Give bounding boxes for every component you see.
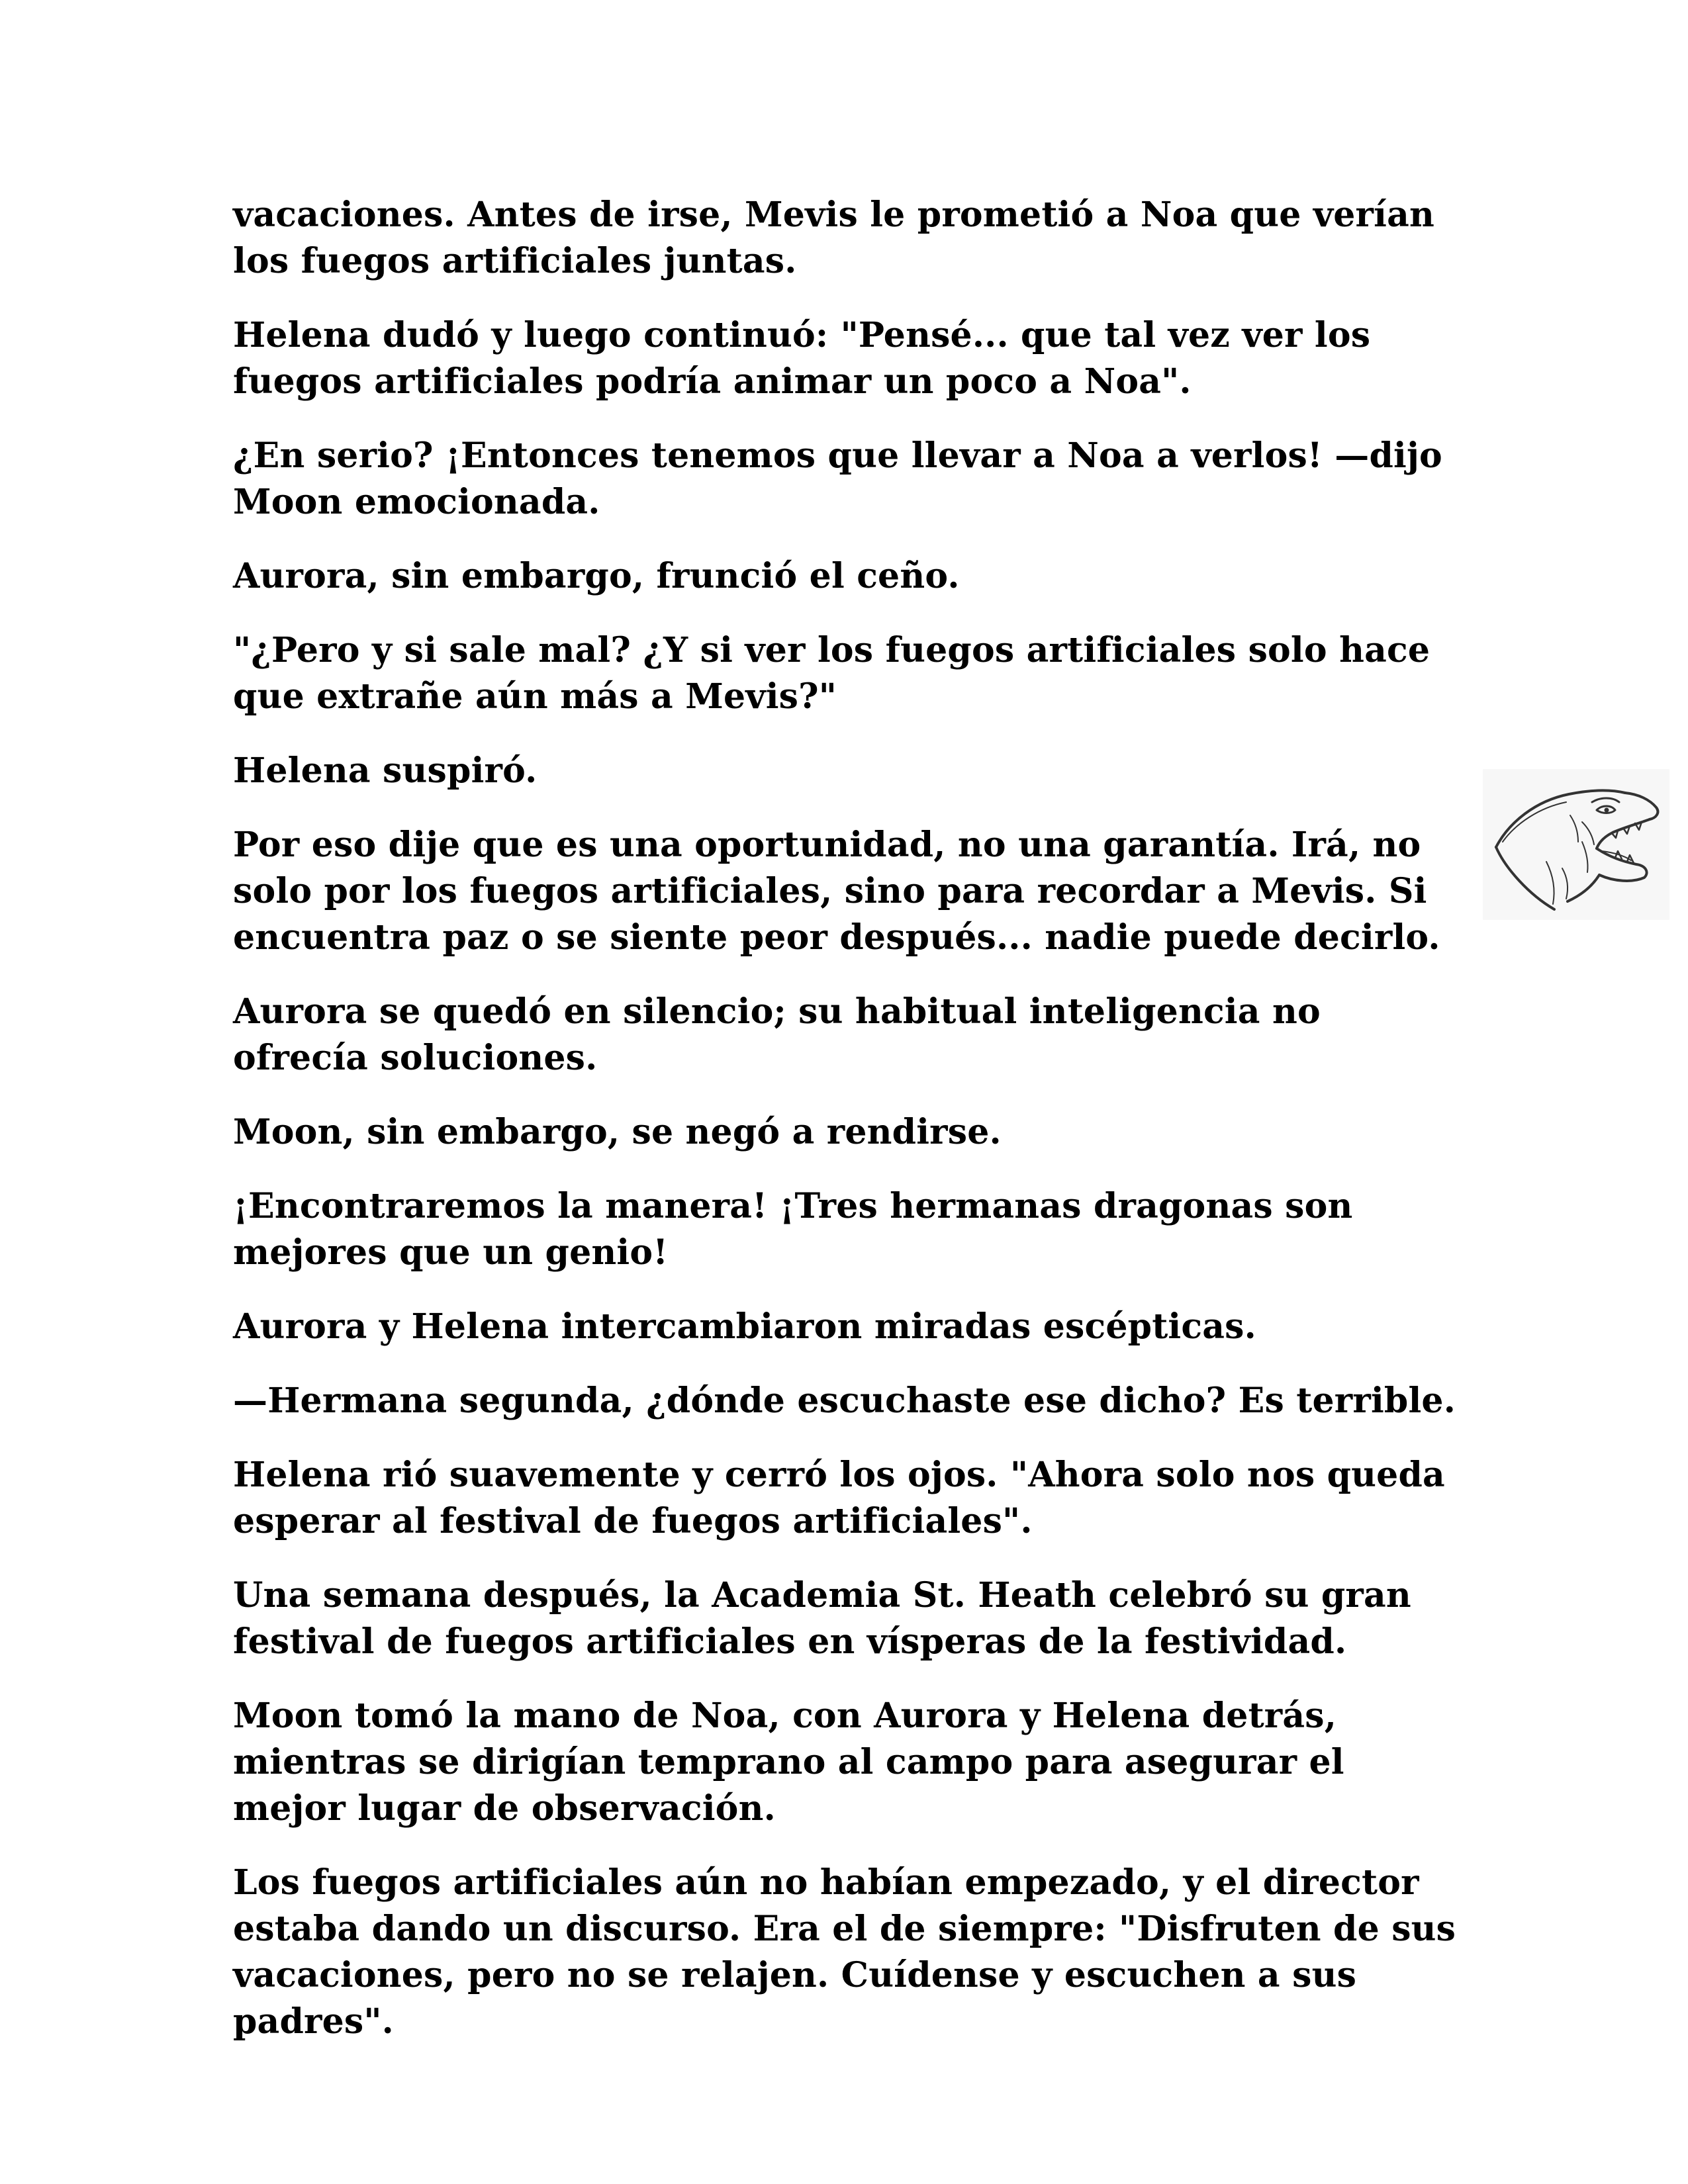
paragraph-11: Aurora y Helena intercambiaron miradas escépticas. [233,1306,1256,1347]
paragraph-10: ¡Encontraremos la manera! ¡Tres hermanas dragonas son mejores que un genio! [233,1186,1353,1273]
paragraph-16: Los fuegos artificiales aún no habían empezado, y el director estaba dando un discurso. Era el de siempre: "Disfruten de sus vacaciones, pero no se relajen. Cuídense y escuchen a sus padres". [233,1862,1456,2042]
paragraph-8: Aurora se quedó en silencio; su habitual inteligencia no ofrecía soluciones. [233,991,1321,1078]
paragraph-13: Helena rió suavemente y cerró los ojos. "Ahora solo nos queda esperar al festival de fuegos artificiales". [233,1455,1445,1541]
paragraph-2: Helena dudó y luego continuó: "Pensé... que tal vez ver los fuegos artificiales podría animar un poco a Noa". [233,315,1371,402]
paragraph-15: Moon tomó la mano de Noa, con Aurora y Helena detrás, mientras se dirigían temprano al campo para asegurar el mejor lugar de observación. [233,1696,1344,1829]
paragraph-1: vacaciones. Antes de irse, Mevis le prometió a Noa que verían los fuegos artificiales juntas. [233,195,1434,281]
paragraph-12: —Hermana segunda, ¿dónde escuchaste ese dicho? Es terrible. [233,1381,1456,1421]
paragraph-6: Helena suspiró. [233,751,538,791]
paragraph-7: Por eso dije que es una oportunidad, no una garantía. Irá, no solo por los fuegos artificiales, sino para recordar a Mevis. Si encuentra paz o se siente peor después... nadie puede decirlo. [233,825,1440,958]
paragraph-4: Aurora, sin embargo, frunció el ceño. [233,556,960,596]
paragraph-5: "¿Pero y si sale mal? ¿Y si ver los fuegos artificiales solo hace que extrañe aún más a Mevis?" [233,630,1430,717]
paragraph-9: Moon, sin embargo, se negó a rendirse. [233,1112,1002,1152]
paragraph-3: ¿En serio? ¡Entonces tenemos que llevar a Noa a verlos! —dijo Moon emocionada. [233,435,1442,522]
dinosaur-head-sketch-icon [1483,769,1669,920]
paragraph-14: Una semana después, la Academia St. Heath celebró su gran festival de fuegos artificiales en vísperas de la festividad. [233,1575,1411,1662]
text-column [233,192,1458,2073]
